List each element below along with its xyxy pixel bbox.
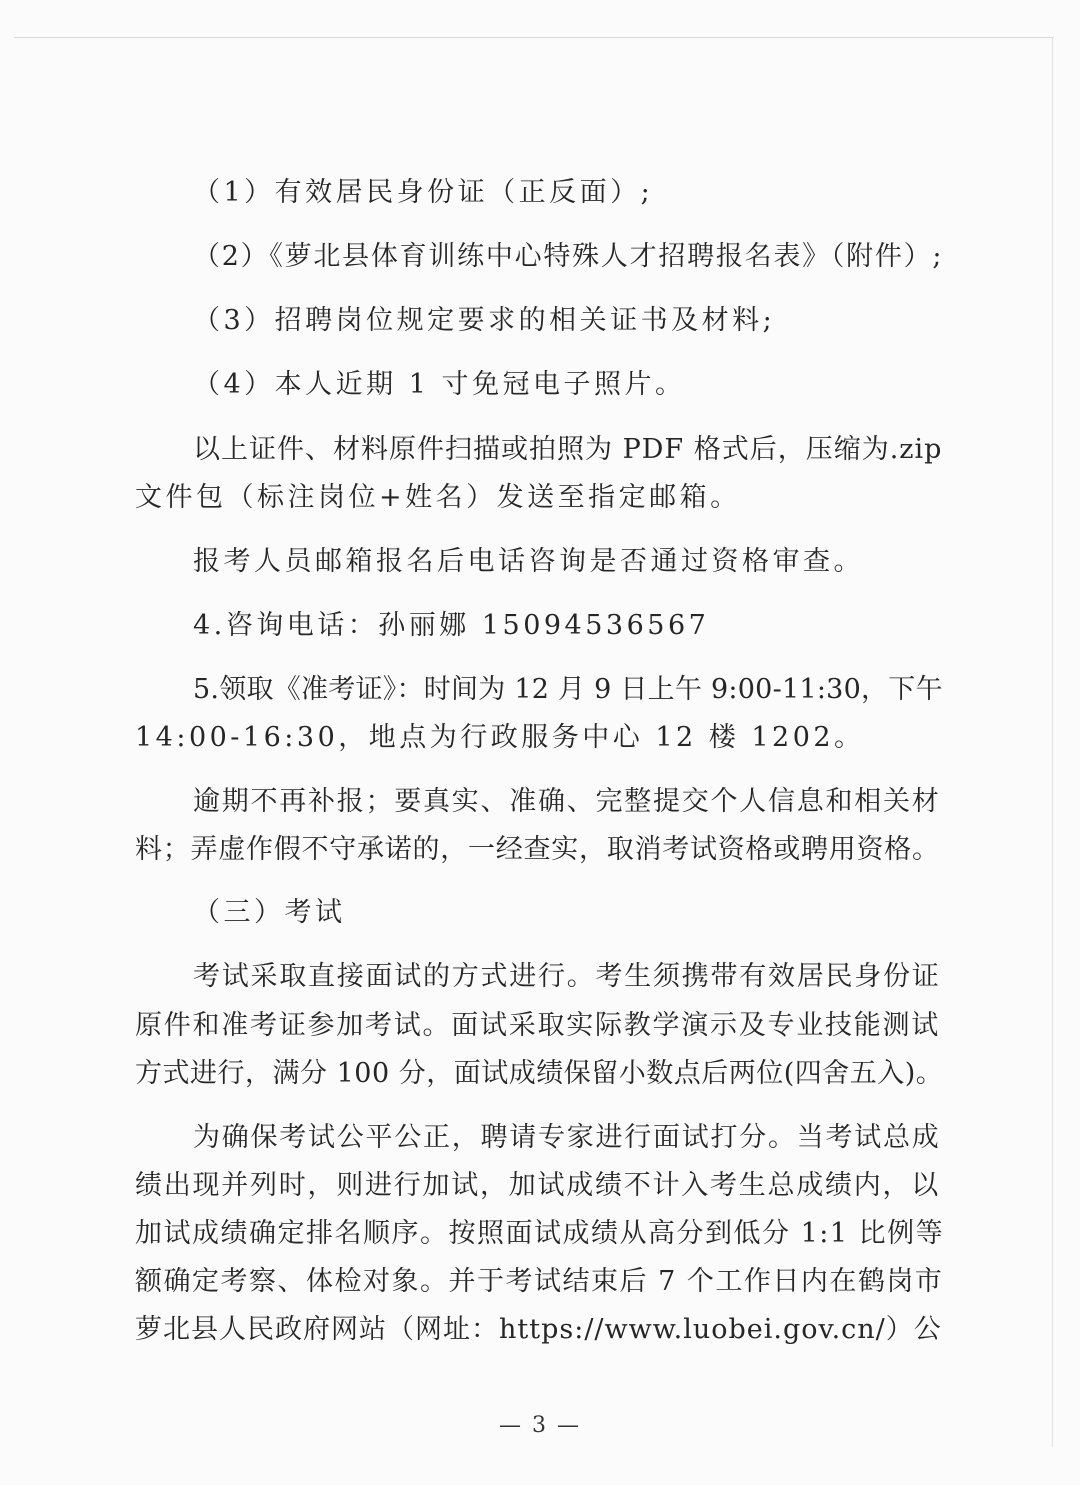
paragraph-exam-line-3: 方式进行，满分 100 分，面试成绩保留小数点后两位(四舍五入)。 bbox=[135, 1058, 944, 1089]
admission-ticket-line-1: 5.领取《准考证》：时间为 12 月 9 日上午 9:00-11:30，下午 bbox=[193, 674, 943, 705]
paragraph-scan-line-1: 以上证件、材料原件扫描或拍照为 PDF 格式后，压缩为.zip bbox=[193, 434, 943, 465]
list-item-registration-form: （2）《萝北县体育训练中心特殊人才招聘报名表》（附件）; bbox=[193, 241, 944, 272]
page-edge-right bbox=[1052, 37, 1053, 1447]
paragraph-scan-line-2: 文件包（标注岗位+姓名）发送至指定邮箱。 bbox=[135, 482, 741, 513]
list-item-photo: （4）本人近期 1 寸免冠电子照片。 bbox=[193, 369, 686, 400]
list-item-id-card: （1）有效居民身份证（正反面）; bbox=[193, 177, 654, 208]
contact-phone: 4.咨询电话：孙丽娜 15094536567 bbox=[193, 610, 710, 641]
admission-ticket-line-2: 14:00-16:30，地点为行政服务中心 12 楼 1202。 bbox=[135, 722, 865, 753]
paragraph-phone-inquiry: 报考人员邮箱报名后电话咨询是否通过资格审查。 bbox=[193, 546, 864, 577]
paragraph-fairness-line-3: 加试成绩确定排名顺序。按照面试成绩从高分到低分 1:1 比例等 bbox=[135, 1218, 945, 1249]
list-item-certificates: （3）招聘岗位规定要求的相关证书及材料; bbox=[193, 305, 776, 336]
paragraph-overdue-line-2: 料；弄虚作假不守承诺的，一经查实，取消考试资格或聘用资格。 bbox=[135, 834, 940, 865]
paragraph-fairness-line-1: 为确保考试公平公正，聘请专家进行面试打分。当考试总成 bbox=[193, 1122, 941, 1153]
paragraph-fairness-line-5: 萝北县人民政府网站（网址：https://www.luobei.gov.cn/）公 bbox=[135, 1314, 942, 1345]
paragraph-fairness-line-2: 绩出现并列时，则进行加试，加试成绩不计入考生总成绩内，以 bbox=[135, 1170, 940, 1201]
section-heading-exam: （三）考试 bbox=[193, 897, 346, 928]
page-edge-top bbox=[14, 37, 1054, 38]
paragraph-exam-line-2: 原件和准考证参加考试。面试采取实际教学演示及专业技能测试 bbox=[135, 1010, 940, 1041]
paragraph-fairness-line-4: 额确定考察、体检对象。并于考试结束后 7 个工作日内在鹤岗市 bbox=[135, 1266, 944, 1297]
page-number: — 3 — bbox=[499, 1413, 581, 1438]
paragraph-overdue-line-1: 逾期不再补报；要真实、准确、完整提交个人信息和相关材 bbox=[193, 786, 941, 817]
paragraph-exam-line-1: 考试采取直接面试的方式进行。考生须携带有效居民身份证 bbox=[193, 961, 941, 992]
